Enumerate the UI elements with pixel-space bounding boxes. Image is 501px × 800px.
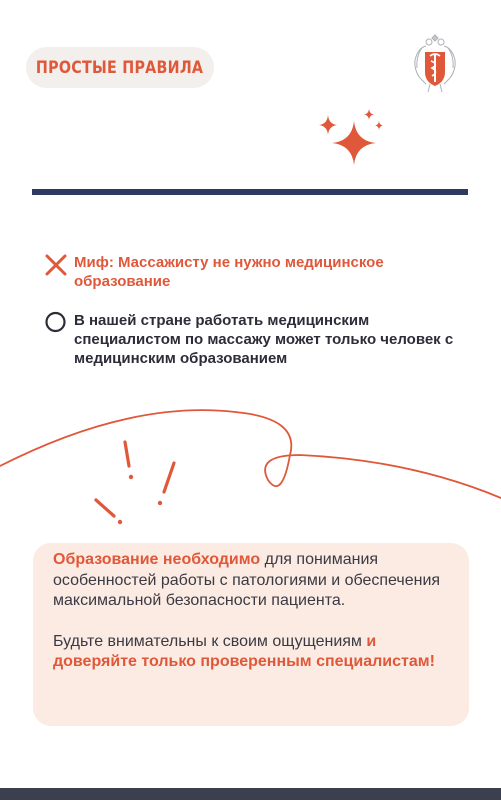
info-box	[33, 543, 469, 726]
footer-bar	[0, 788, 501, 800]
divider-line	[32, 189, 468, 195]
circle-icon	[44, 311, 68, 335]
cross-icon	[44, 253, 68, 277]
sparkles-icon	[318, 107, 384, 171]
fact-text: В нашей стране работать медицинским специалистом по массажу может только человек с медицинским образованием	[74, 312, 454, 367]
info-paragraph-1	[53, 550, 449, 612]
header-badge	[26, 47, 214, 88]
info-text-2: Будьте внимательны к своим ощущениям	[53, 632, 367, 650]
info-paragraph-2	[53, 632, 449, 673]
info-accent-1: Образование необходимо	[53, 551, 261, 568]
info-accent-2: и доверяйте только проверенным специалистам!	[53, 632, 435, 670]
badge-label: ПРОСТЫЕ ПРАВИЛА	[36, 57, 204, 78]
myth-item	[44, 253, 464, 291]
eagle-emblem-icon	[412, 34, 458, 98]
myth-text: Миф: Массажисту не нужно медицинское образование	[74, 254, 384, 290]
fact-item	[44, 311, 464, 368]
info-text-1: для понимания особенностей работы с патологиями и обеспечения максимальной безопасности пациента.	[53, 551, 441, 609]
